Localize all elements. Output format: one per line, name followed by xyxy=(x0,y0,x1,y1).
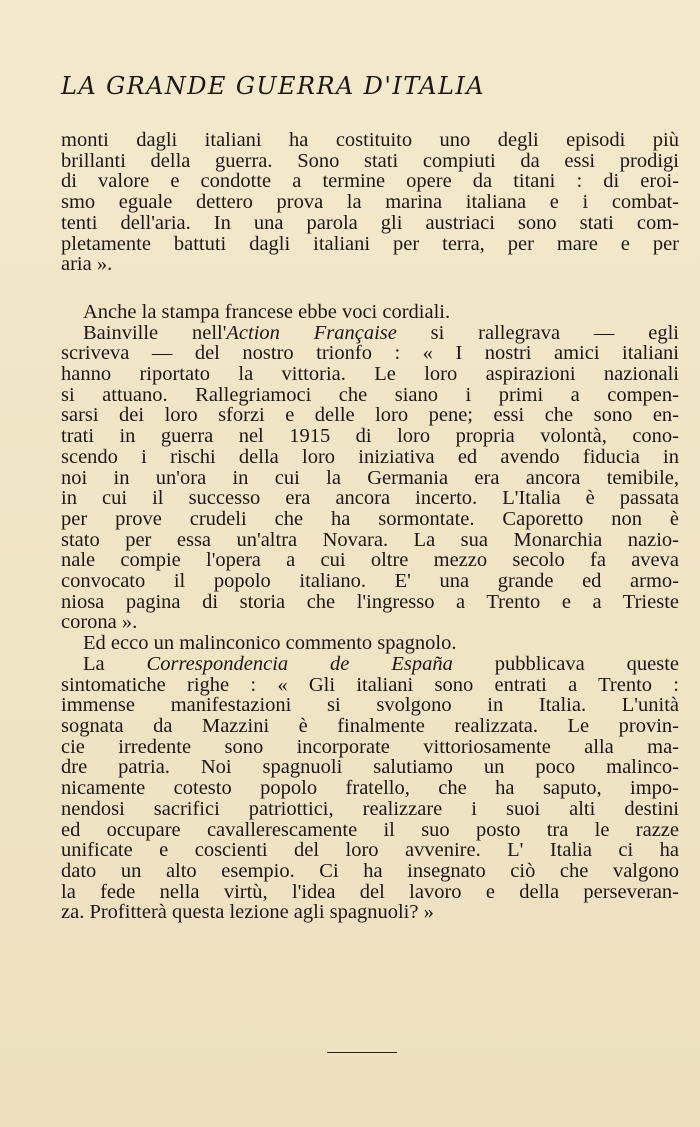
text-line: per prove crudeli che ha sormontate. Caporetto non è xyxy=(61,507,679,530)
section-divider xyxy=(327,1052,397,1053)
text-run: Bainville nell' xyxy=(83,321,227,344)
paragraph-gap xyxy=(61,275,679,302)
text-line xyxy=(61,323,679,344)
text-line: trati in guerra nel 1915 di loro propria volontà, cono- xyxy=(61,425,679,448)
text-line: cie irredente sono incorporate vittoriosamente alla ma- xyxy=(61,735,679,758)
text-line: nicamente cotesto popolo fratello, che ha saputo, impo- xyxy=(61,777,679,800)
text-line: immense manifestazioni si svolgono in Italia. L'unità xyxy=(61,694,679,717)
text-line: hanno riportato la vittoria. Le loro aspirazioni nazionali xyxy=(61,363,679,386)
text-line: la fede nella virtù, l'idea del lavoro e della perseveran- xyxy=(61,880,679,903)
text-line: dato un alto esempio. Ci ha insegnato ciò che valgono xyxy=(61,859,679,882)
text-line: monti dagli italiani ha costituito uno degli episodi più xyxy=(61,129,679,151)
text-line: stato per essa un'altra Novara. La sua Monarchia nazio- xyxy=(61,528,679,551)
text-line: dre patria. Noi spagnuoli salutiamo un poco malinco- xyxy=(61,756,679,779)
text-line: Ed ecco un malinconico commento spagnolo. xyxy=(83,632,457,655)
text-line: scendo i rischi della loro iniziativa ed avendo fiducia in xyxy=(61,445,679,468)
text-line: convocato il popolo italiano. E' una grande ed armo- xyxy=(61,570,679,593)
publication-title: Correspondencia de España xyxy=(146,652,453,675)
text-line xyxy=(61,654,679,675)
text-line: sarsi dei loro sforzi e delle loro pene; essi che sono en- xyxy=(61,404,679,427)
text-line: unificate e coscienti del loro avvenire. L' Italia ci ha xyxy=(61,839,679,862)
text-line: noi in un'ora in cui la Germania era ancora temibile, xyxy=(61,466,679,489)
text-line: za. Profitterà questa lezione agli spagnuoli? » xyxy=(61,901,434,924)
text-run: La xyxy=(83,652,147,675)
text-line: aria ». xyxy=(61,253,113,276)
running-title: LA GRANDE GUERRA D'ITALIA xyxy=(61,72,485,100)
text-line: nale compie l'opera a cui oltre mezzo secolo fa aveva xyxy=(61,549,679,572)
body-text xyxy=(61,130,679,923)
text-line: Anche la stampa francese ebbe voci cordiali. xyxy=(83,300,451,323)
text-line: nendosi sacrifici patriottici, realizzare i suoi alti destini xyxy=(61,797,679,820)
text-line: in cui il successo era ancora incerto. L'Italia è passata xyxy=(61,487,679,510)
text-line: corona ». xyxy=(61,611,138,634)
publication-title: Action Française xyxy=(226,321,397,344)
text-line: smo eguale dettero prova la marina italiana e i combat- xyxy=(61,191,679,214)
text-line: tenti dell'aria. In una parola gli austriaci sono stati com- xyxy=(61,211,679,234)
text-line: sognata da Mazzini è finalmente realizzata. Le provin- xyxy=(61,714,679,737)
text-line: di valore e condotte a termine opere da titani : di eroi- xyxy=(61,170,679,193)
text-run: pubblicava queste xyxy=(452,652,680,675)
text-line: sintomatiche righe : « Gli italiani sono entrati a Trento : xyxy=(61,673,679,696)
text-line: si attuano. Rallegriamoci che siano i primi a compen- xyxy=(61,383,679,406)
text-run: si rallegrava — egli xyxy=(396,321,679,344)
text-line: scriveva — del nostro trionfo : « I nostri amici italiani xyxy=(61,342,679,365)
text-line: ed occupare cavallerescamente il suo posto tra le razze xyxy=(61,818,679,841)
text-line: niosa pagina di storia che l'ingresso a Trento e a Trieste xyxy=(61,590,679,613)
text-line: pletamente battuti dagli italiani per terra, per mare e per xyxy=(61,232,679,255)
text-line: brillanti della guerra. Sono stati compiuti da essi prodigi xyxy=(61,149,679,172)
